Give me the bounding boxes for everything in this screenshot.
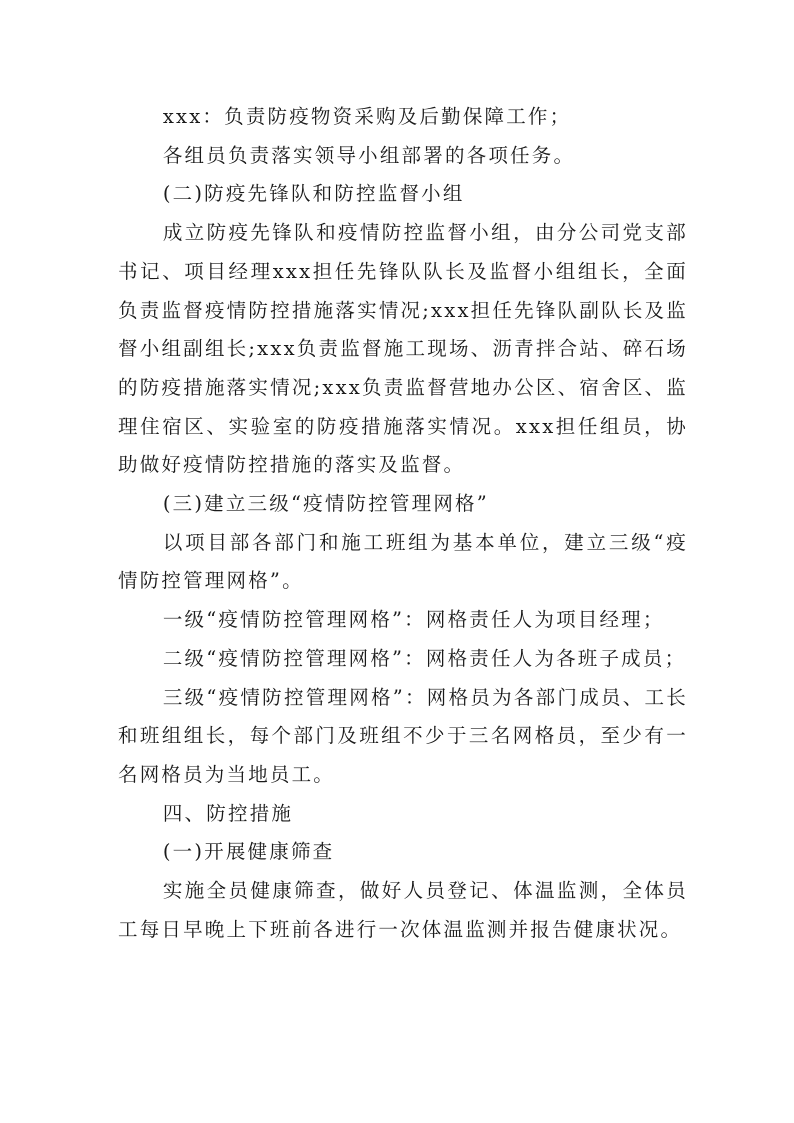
heading-vanguard-supervision: (二)防疫先锋队和防控监督小组 [162,182,465,206]
heading-health-screening: (一)开展健康筛查 [162,840,335,864]
paragraph-grid-level-1: 一级“疫情防控管理网格”：网格责任人为项目经理； [162,608,665,632]
paragraph-grid-level-3: 三级“疫情防控管理网格”：网格员为各部门成员、工长和班组组长，每个部门及班组不少于三名网格员，至少有一名网格员为当地员工。 [118,685,688,786]
paragraph-logistics-duty: xxx：负责防疫物资采购及后勤保障工作； [162,105,572,128]
paragraph-grid-level-2: 二级“疫情防控管理网格”：网格责任人为各班子成员； [162,646,687,670]
paragraph-vanguard-setup: 成立防疫先锋队和疫情防控监督小组，由分公司党支部书记、项目经理xxx担任先锋队队长及监督小组组长，全面负责监督疫情防控措施落实情况;xxx担任先锋队副队长及监督小组副组长;xxx负责监督施工现场、沥青拌合站、碎石场的防疫措施落实情况;xxx负责监督营地办公区、宿舍区、监理住宿区、实验室的防疫措施落实情况。xxx担任组员，协助做好疫情防控措施的落实及监督。 [118,221,688,477]
paragraph-members-duty: 各组员负责落实领导小组部署的各项任务。 [162,143,576,167]
heading-prevention-measures: 四、防控措施 [162,801,294,825]
heading-three-level-grid: (三)建立三级“疫情防控管理网格” [162,492,489,516]
paragraph-grid-basis: 以项目部各部门和施工班组为基本单位，建立三级“疫情防控管理网格”。 [118,530,688,593]
document-body [118,98,688,949]
paragraph-health-screening: 实施全员健康筛查，做好人员登记、体温监测，全体员工每日早晚上下班前各进行一次体温监测并报告健康状况。 [118,879,688,941]
